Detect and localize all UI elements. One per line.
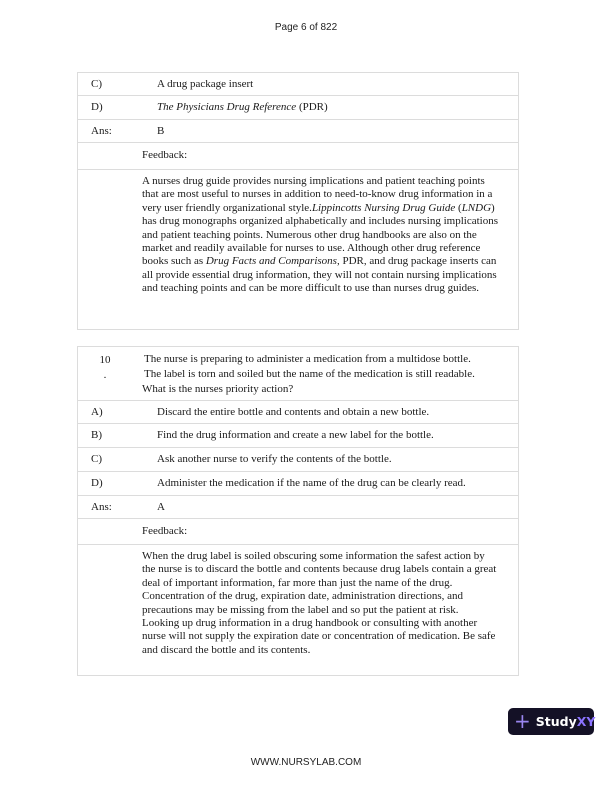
question-stem-row [78,347,518,401]
option-text: The Physicians Drug Reference (PDR) [157,101,328,113]
option-row-c [78,448,518,472]
question-9-table [77,72,519,330]
option-label: D) [91,101,103,113]
option-label: A) [91,406,103,418]
badge-text-accent: XY [576,714,596,729]
feedback-label-row [78,519,518,545]
plus-icon: + [514,708,531,733]
studyxy-badge[interactable] [508,708,594,735]
option-row-d [78,472,518,496]
feedback-text: When the drug label is soiled obscuring some information the safest action by the nurse is to discard the bottle and contents because drug labels contain a great deal of important information, far more than just the name of the drug. Concentration of the drug, expiration date, administration directions, and precautions may be missing from the label and so put the patient at risk. Looking up drug information in a drug handbook or consulting with another nurse will not supply the expiration date or concentration of medication. Be safe and discard the bottle and its contents. [142,550,497,656]
question-stem: The nurse is preparing to administer a medication from a multidose bottle. The label is torn and soiled but the name of the medication is still readable. What is the nurses priority action? [142,353,475,395]
option-row-a [78,401,518,424]
reference-title: The Physicians Drug Reference [157,101,297,113]
option-text: Find the drug information and create a new label for the bottle. [157,429,434,441]
feedback-body-row [78,545,518,675]
feedback-label-row [78,143,518,170]
answer-label: Ans: [91,501,112,513]
feedback-body-row [78,170,518,329]
answer-value: A [157,501,165,513]
answer-row [78,496,518,519]
question-10-table [77,346,519,676]
site-footer: WWW.NURSYLAB.COM [250,757,362,768]
option-text: Ask another nurse to verify the contents of the bottle. [157,453,392,465]
option-label: D) [91,477,103,489]
option-label: C) [91,453,102,465]
answer-value: B [157,125,165,137]
answer-row [78,120,518,143]
option-label: C) [91,78,102,90]
option-row-c [78,73,518,96]
option-label: B) [91,429,102,441]
feedback-text: A nurses drug guide provides nursing implications and patient teaching points that are most useful to nurses in addition to need-to-know drug information in a very user friendly organizational style.Lippincotts Nursing Drug Guide (LNDG) has drug monographs organized alphabetically and includes nursing implications and patient teaching points. Numerous other drug handbooks are also on the market and readily available for nurses to use. Although other drug reference books such as Drug Facts and Comparisons, PDR, and drug package inserts can all provide essential drug information, they will not contain nursing implications and teaching points and can be more difficult to use than nurses drug guides. [142,175,498,295]
page-number: Page 6 of 822 [274,22,338,33]
feedback-label: Feedback: [142,149,188,161]
option-text: Administer the medication if the name of the drug can be clearly read. [157,477,466,489]
answer-label: Ans: [91,125,112,137]
option-row-d [78,96,518,120]
option-text: Discard the entire bottle and contents and obtain a new bottle. [157,406,430,418]
feedback-label: Feedback: [142,525,188,537]
option-text: A drug package insert [157,78,254,90]
question-number: 10 . [99,354,111,381]
badge-text: Study [535,714,577,729]
option-row-b [78,424,518,448]
